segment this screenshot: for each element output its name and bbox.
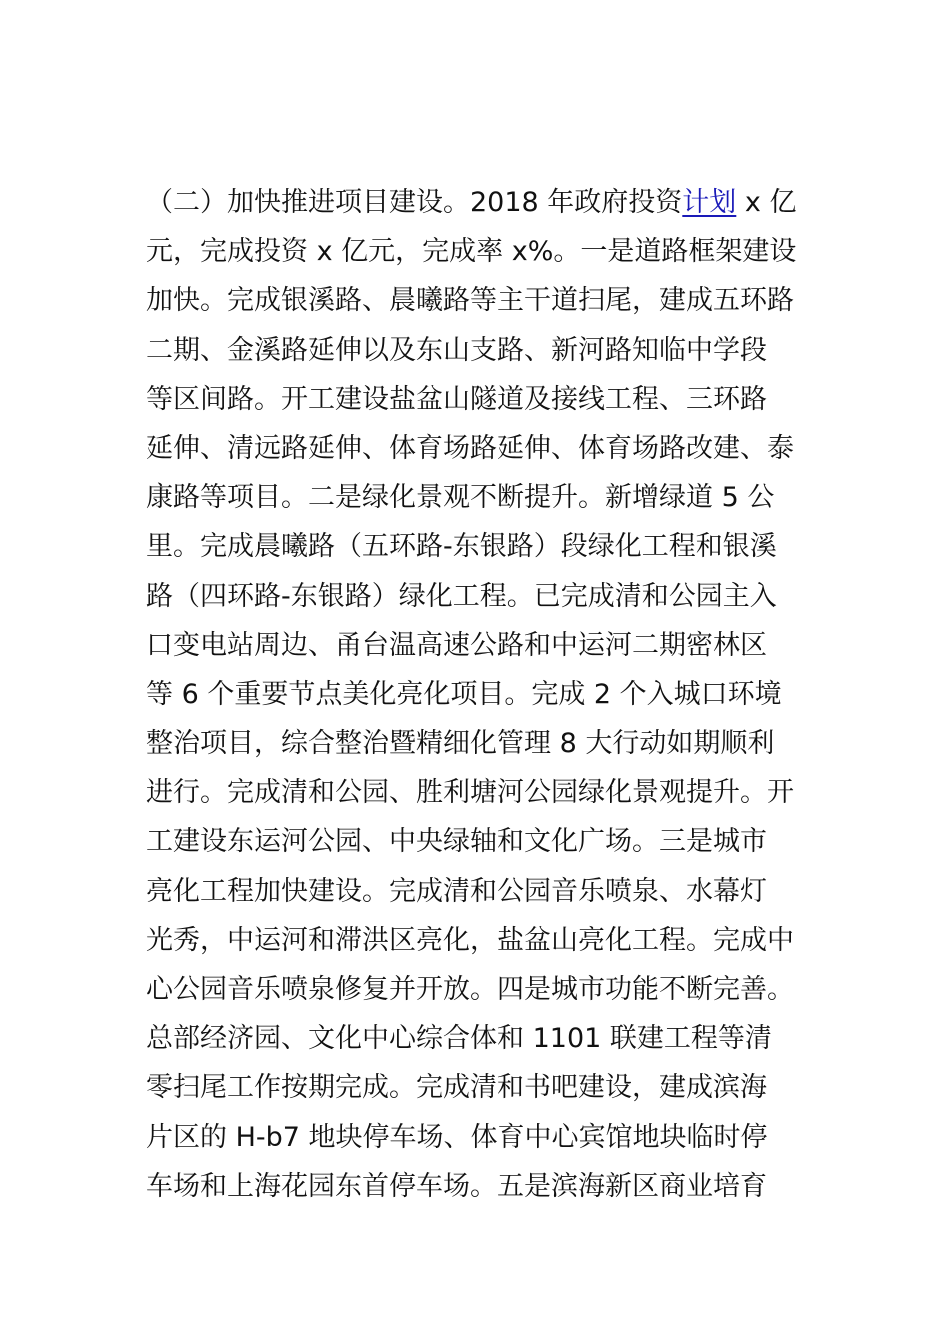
text-line-17: 心公园音乐喷泉修复并开放。四是城市功能不断完善。	[146, 974, 794, 1005]
text-line-12: 整治项目，综合整治暨精细化管理 8 大行动如期顺利	[146, 728, 775, 760]
text-line-16: 光秀，中运河和滞洪区亮化，盐盆山亮化工程。完成中	[146, 924, 794, 956]
text-line-2: 元，完成投资 x 亿元，完成率 x%。一是道路框架建设	[146, 236, 797, 268]
text-line-18: 总部经济园、文化中心综合体和 1101 联建工程等清	[146, 1023, 772, 1055]
line-1-start: （二）加快推进项目建设。2018 年政府投资	[146, 187, 683, 218]
text-line-9: 路（四环路-东银路）绿化工程。已完成清和公园主入	[146, 580, 777, 612]
text-line-11: 等 6 个重要节点美化亮化项目。完成 2 个入城口环境	[146, 678, 782, 710]
plan-link[interactable]: 计划	[682, 187, 737, 218]
text-line-14: 工建设东运河公园、中央绿轴和文化广场。三是城市	[146, 826, 767, 858]
text-line-13: 进行。完成清和公园、胜利塘河公园绿化景观提升。开	[146, 777, 794, 809]
text-line-4: 二期、金溪路延伸以及东山支路、新河路知临中学段	[146, 334, 767, 366]
text-line-6: 延伸、清远路延伸、体育场路延伸、体育场路改建、泰	[146, 432, 794, 464]
text-line-1	[146, 178, 816, 227]
text-line-10: 口变电站周边、甬台温高速公路和中运河二期密林区	[146, 629, 767, 661]
text-line-20: 片区的 H-b7 地块停车场、体育中心宾馆地块临时停	[146, 1121, 768, 1153]
body-paragraph	[146, 178, 816, 1211]
text-line-8: 里。完成晨曦路（五环路-东银路）段绿化工程和银溪	[146, 531, 777, 563]
text-line-21: 车场和上海花园东首停车场。五是滨海新区商业培育	[146, 1170, 767, 1202]
text-line-3: 加快。完成银溪路、晨曦路等主干道扫尾，建成五环路	[146, 285, 794, 317]
text-line-5: 等区间路。开工建设盐盆山隧道及接线工程、三环路	[146, 383, 767, 415]
text-line-19: 零扫尾工作按期完成。完成清和书吧建设，建成滨海	[146, 1072, 767, 1104]
text-line-7: 康路等项目。二是绿化景观不断提升。新增绿道 5 公	[146, 482, 775, 514]
line-1-end: x 亿	[736, 187, 797, 218]
text-line-15: 亮化工程加快建设。完成清和公园音乐喷泉、水幕灯	[146, 875, 767, 907]
